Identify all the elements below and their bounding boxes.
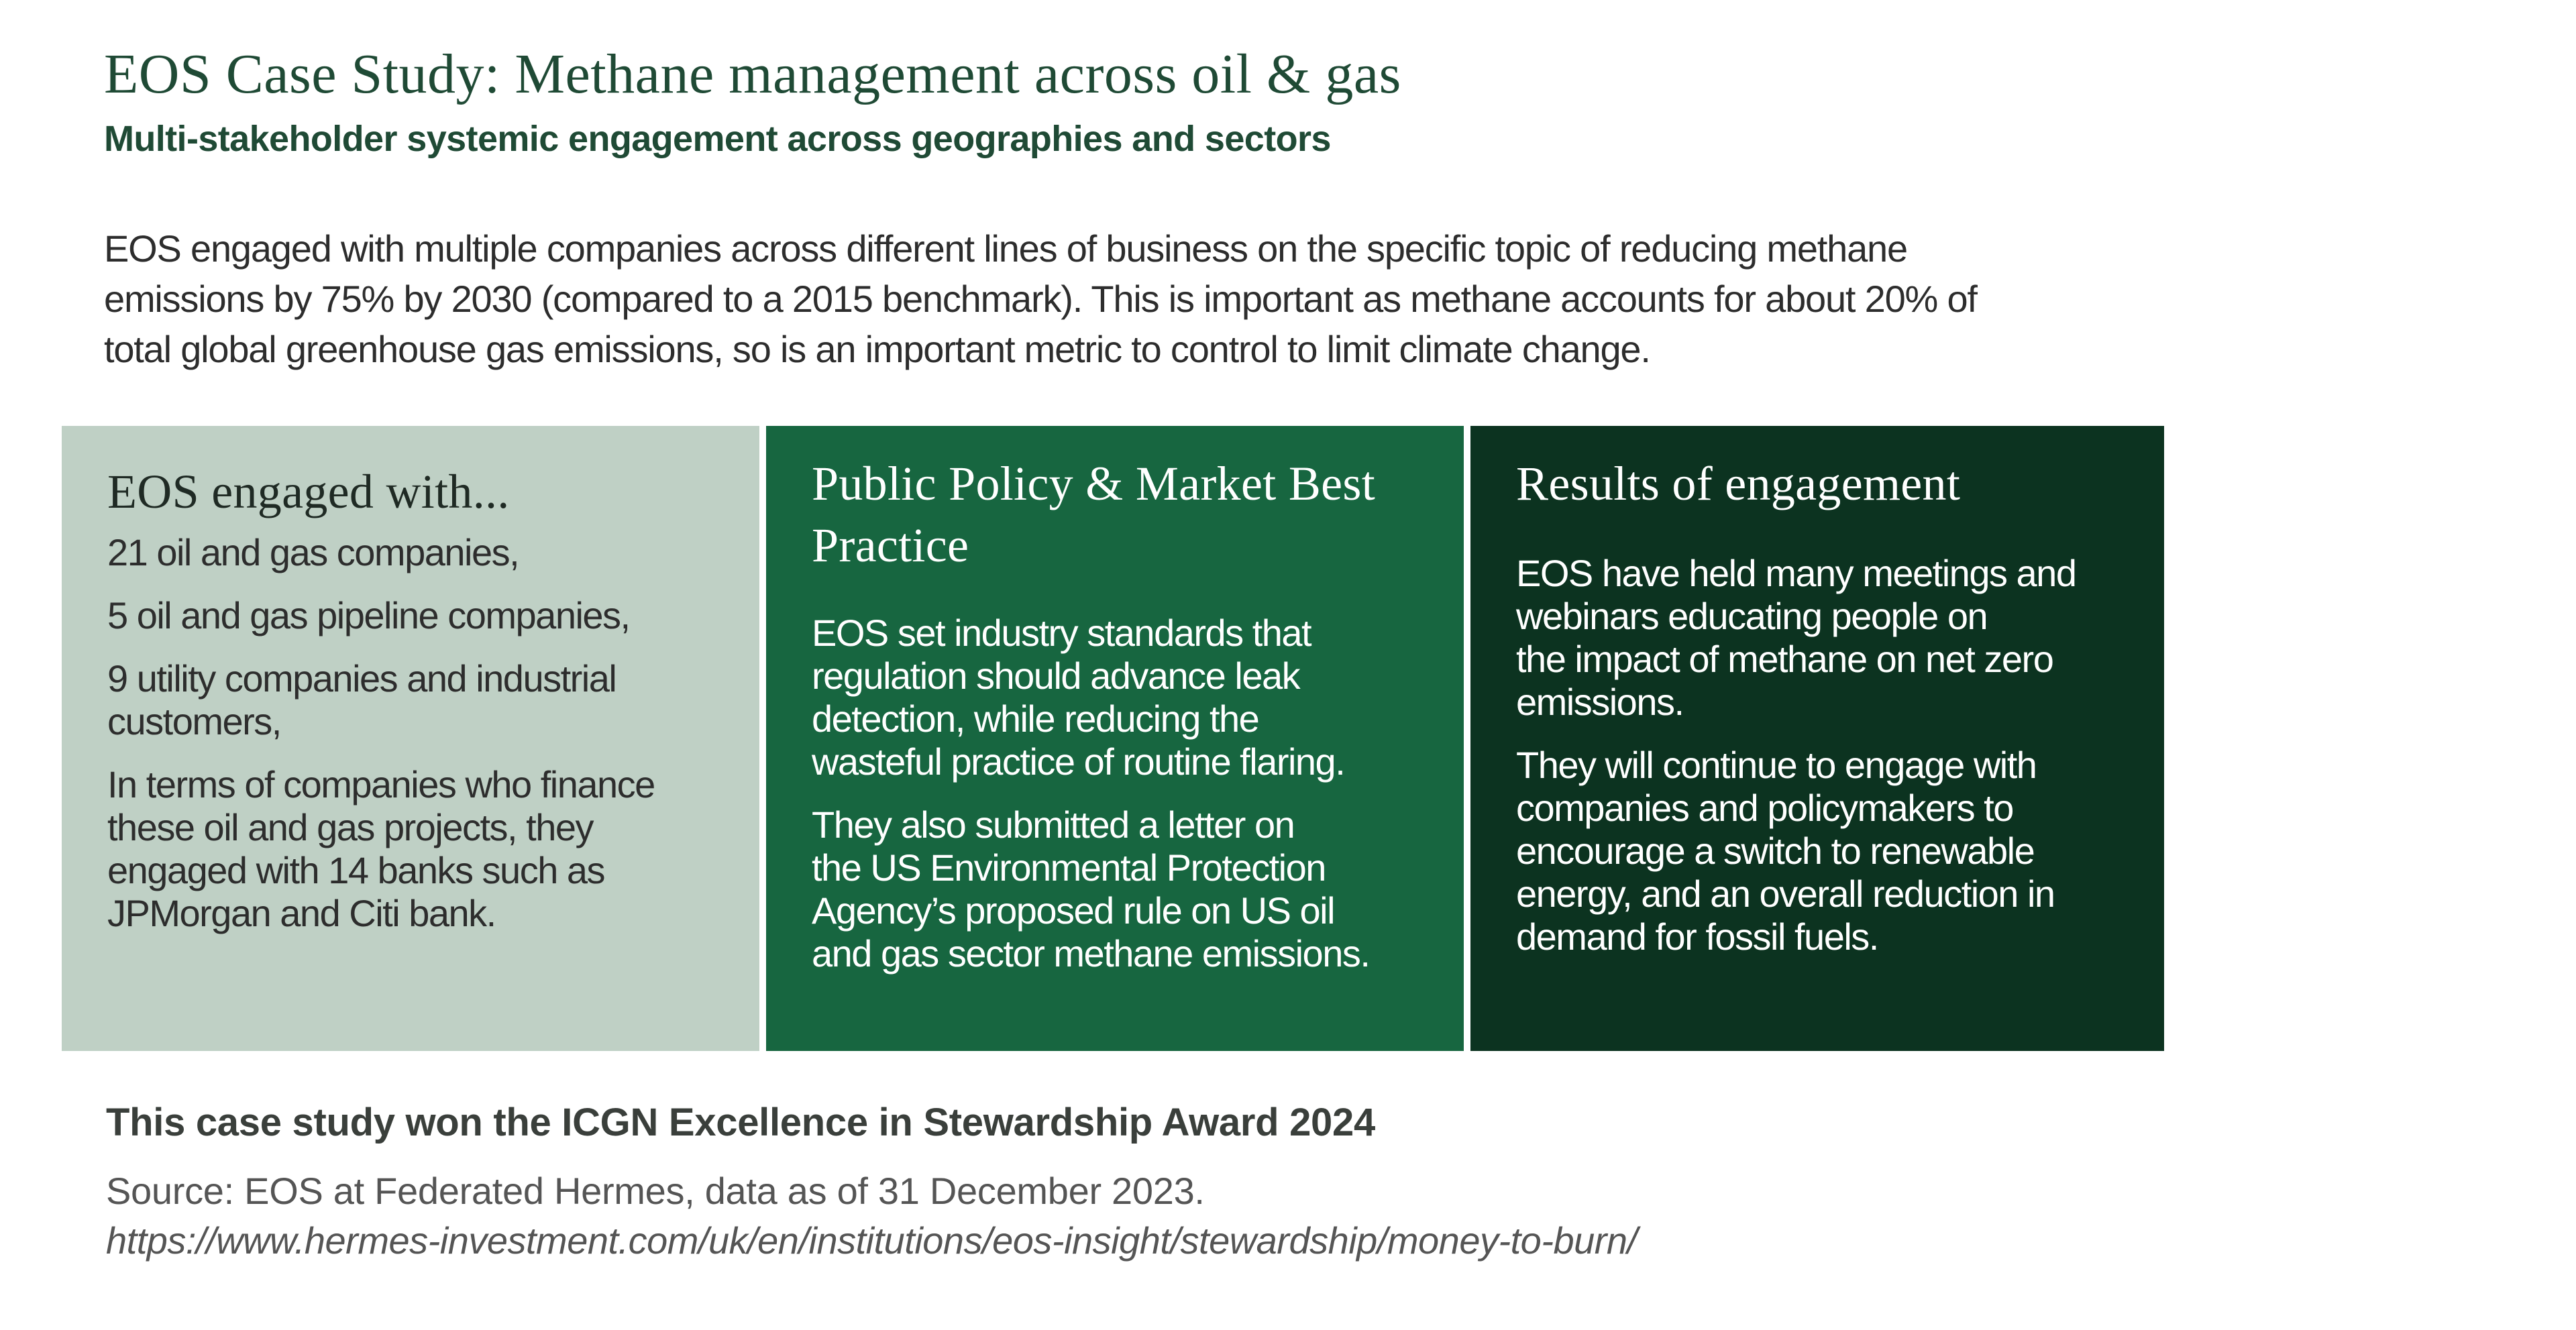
panel-line: demand for fossil fuels.: [1516, 916, 1878, 958]
source-note: Source: EOS at Federated Hermes, data as of 31 December 2023.: [106, 1170, 1205, 1212]
panel-results: [1470, 426, 2164, 1051]
panel-heading-line: Public Policy & Market Best: [812, 457, 1376, 510]
panel-line: companies and policymakers to: [1516, 787, 2013, 829]
panel-heading: [107, 461, 510, 522]
panel-line: 5 oil and gas pipeline companies,: [107, 594, 630, 636]
panel-paragraph: [107, 594, 655, 637]
award-note: This case study won the ICGN Excellence in Stewardship Award 2024: [106, 1101, 1375, 1144]
panel-line: detection, while reducing the: [812, 698, 1259, 740]
panel-line: regulation should advance leak: [812, 655, 1300, 697]
panel-line: engaged with 14 banks such as: [107, 849, 605, 891]
panel-line: 21 oil and gas companies,: [107, 531, 519, 573]
panel-heading: [812, 453, 1375, 576]
engagement-panels: [62, 426, 2164, 1051]
page-subtitle: Multi-stakeholder systemic engagement across geographies and sectors: [104, 119, 1331, 159]
panel-paragraph: [1516, 744, 2076, 958]
panel-line: 9 utility companies and industrial: [107, 657, 616, 700]
panel-line: Agency’s proposed rule on US oil: [812, 889, 1335, 932]
panel-line: the US Environmental Protection: [812, 846, 1326, 889]
intro-line: emissions by 75% by 2030 (compared to a 2015 benchmark). This is important as methane accounts for about 20% of: [104, 278, 1977, 320]
panel-line: encourage a switch to renewable: [1516, 830, 2035, 872]
panel-line: EOS have held many meetings and: [1516, 552, 2076, 594]
panel-heading-line: EOS engaged with...: [107, 465, 510, 518]
panel-line: customers,: [107, 700, 281, 742]
panel-line: energy, and an overall reduction in: [1516, 873, 2055, 915]
intro-paragraph: [104, 223, 2116, 374]
page-title: EOS Case Study: Methane management across oil & gas: [104, 43, 1401, 105]
intro-line: EOS engaged with multiple companies across different lines of business on the specific topic of reducing methane: [104, 227, 1907, 270]
panel-line: JPMorgan and Citi bank.: [107, 892, 496, 934]
panel-heading-line: Results of engagement: [1516, 457, 1961, 510]
panel-paragraph: [812, 612, 1369, 783]
panel-body: [812, 612, 1369, 995]
panel-heading: [1516, 453, 1960, 514]
panel-line: and gas sector methane emissions.: [812, 932, 1370, 975]
panel-heading-line: Practice: [812, 518, 969, 572]
panel-line: They will continue to engage with: [1516, 744, 2037, 786]
panel-line: EOS set industry standards that: [812, 612, 1311, 654]
panel-line: wasteful practice of routine flaring.: [812, 740, 1345, 783]
panel-line: these oil and gas projects, they: [107, 806, 594, 848]
panel-paragraph: [107, 657, 655, 743]
panel-paragraph: [1516, 552, 2076, 724]
panel-line: emissions.: [1516, 681, 1684, 723]
panel-line: the impact of methane on net zero: [1516, 638, 2053, 680]
panel-paragraph: [107, 531, 655, 574]
panel-public-policy: [766, 426, 1464, 1051]
panel-line: In terms of companies who finance: [107, 763, 655, 806]
panel-line: webinars educating people on: [1516, 595, 1988, 637]
panel-paragraph: [812, 803, 1369, 975]
panel-paragraph: [107, 763, 655, 935]
source-url-link[interactable]: https://www.hermes-investment.com/uk/en/institutions/eos-insight/stewardship/money-to-burn/: [106, 1219, 1638, 1262]
panel-engaged-with: [62, 426, 759, 1051]
panel-body: [107, 531, 655, 955]
intro-line: total global greenhouse gas emissions, so is an important metric to control to limit climate change.: [104, 328, 1650, 370]
panel-body: [1516, 552, 2076, 979]
panel-line: They also submitted a letter on: [812, 803, 1295, 846]
